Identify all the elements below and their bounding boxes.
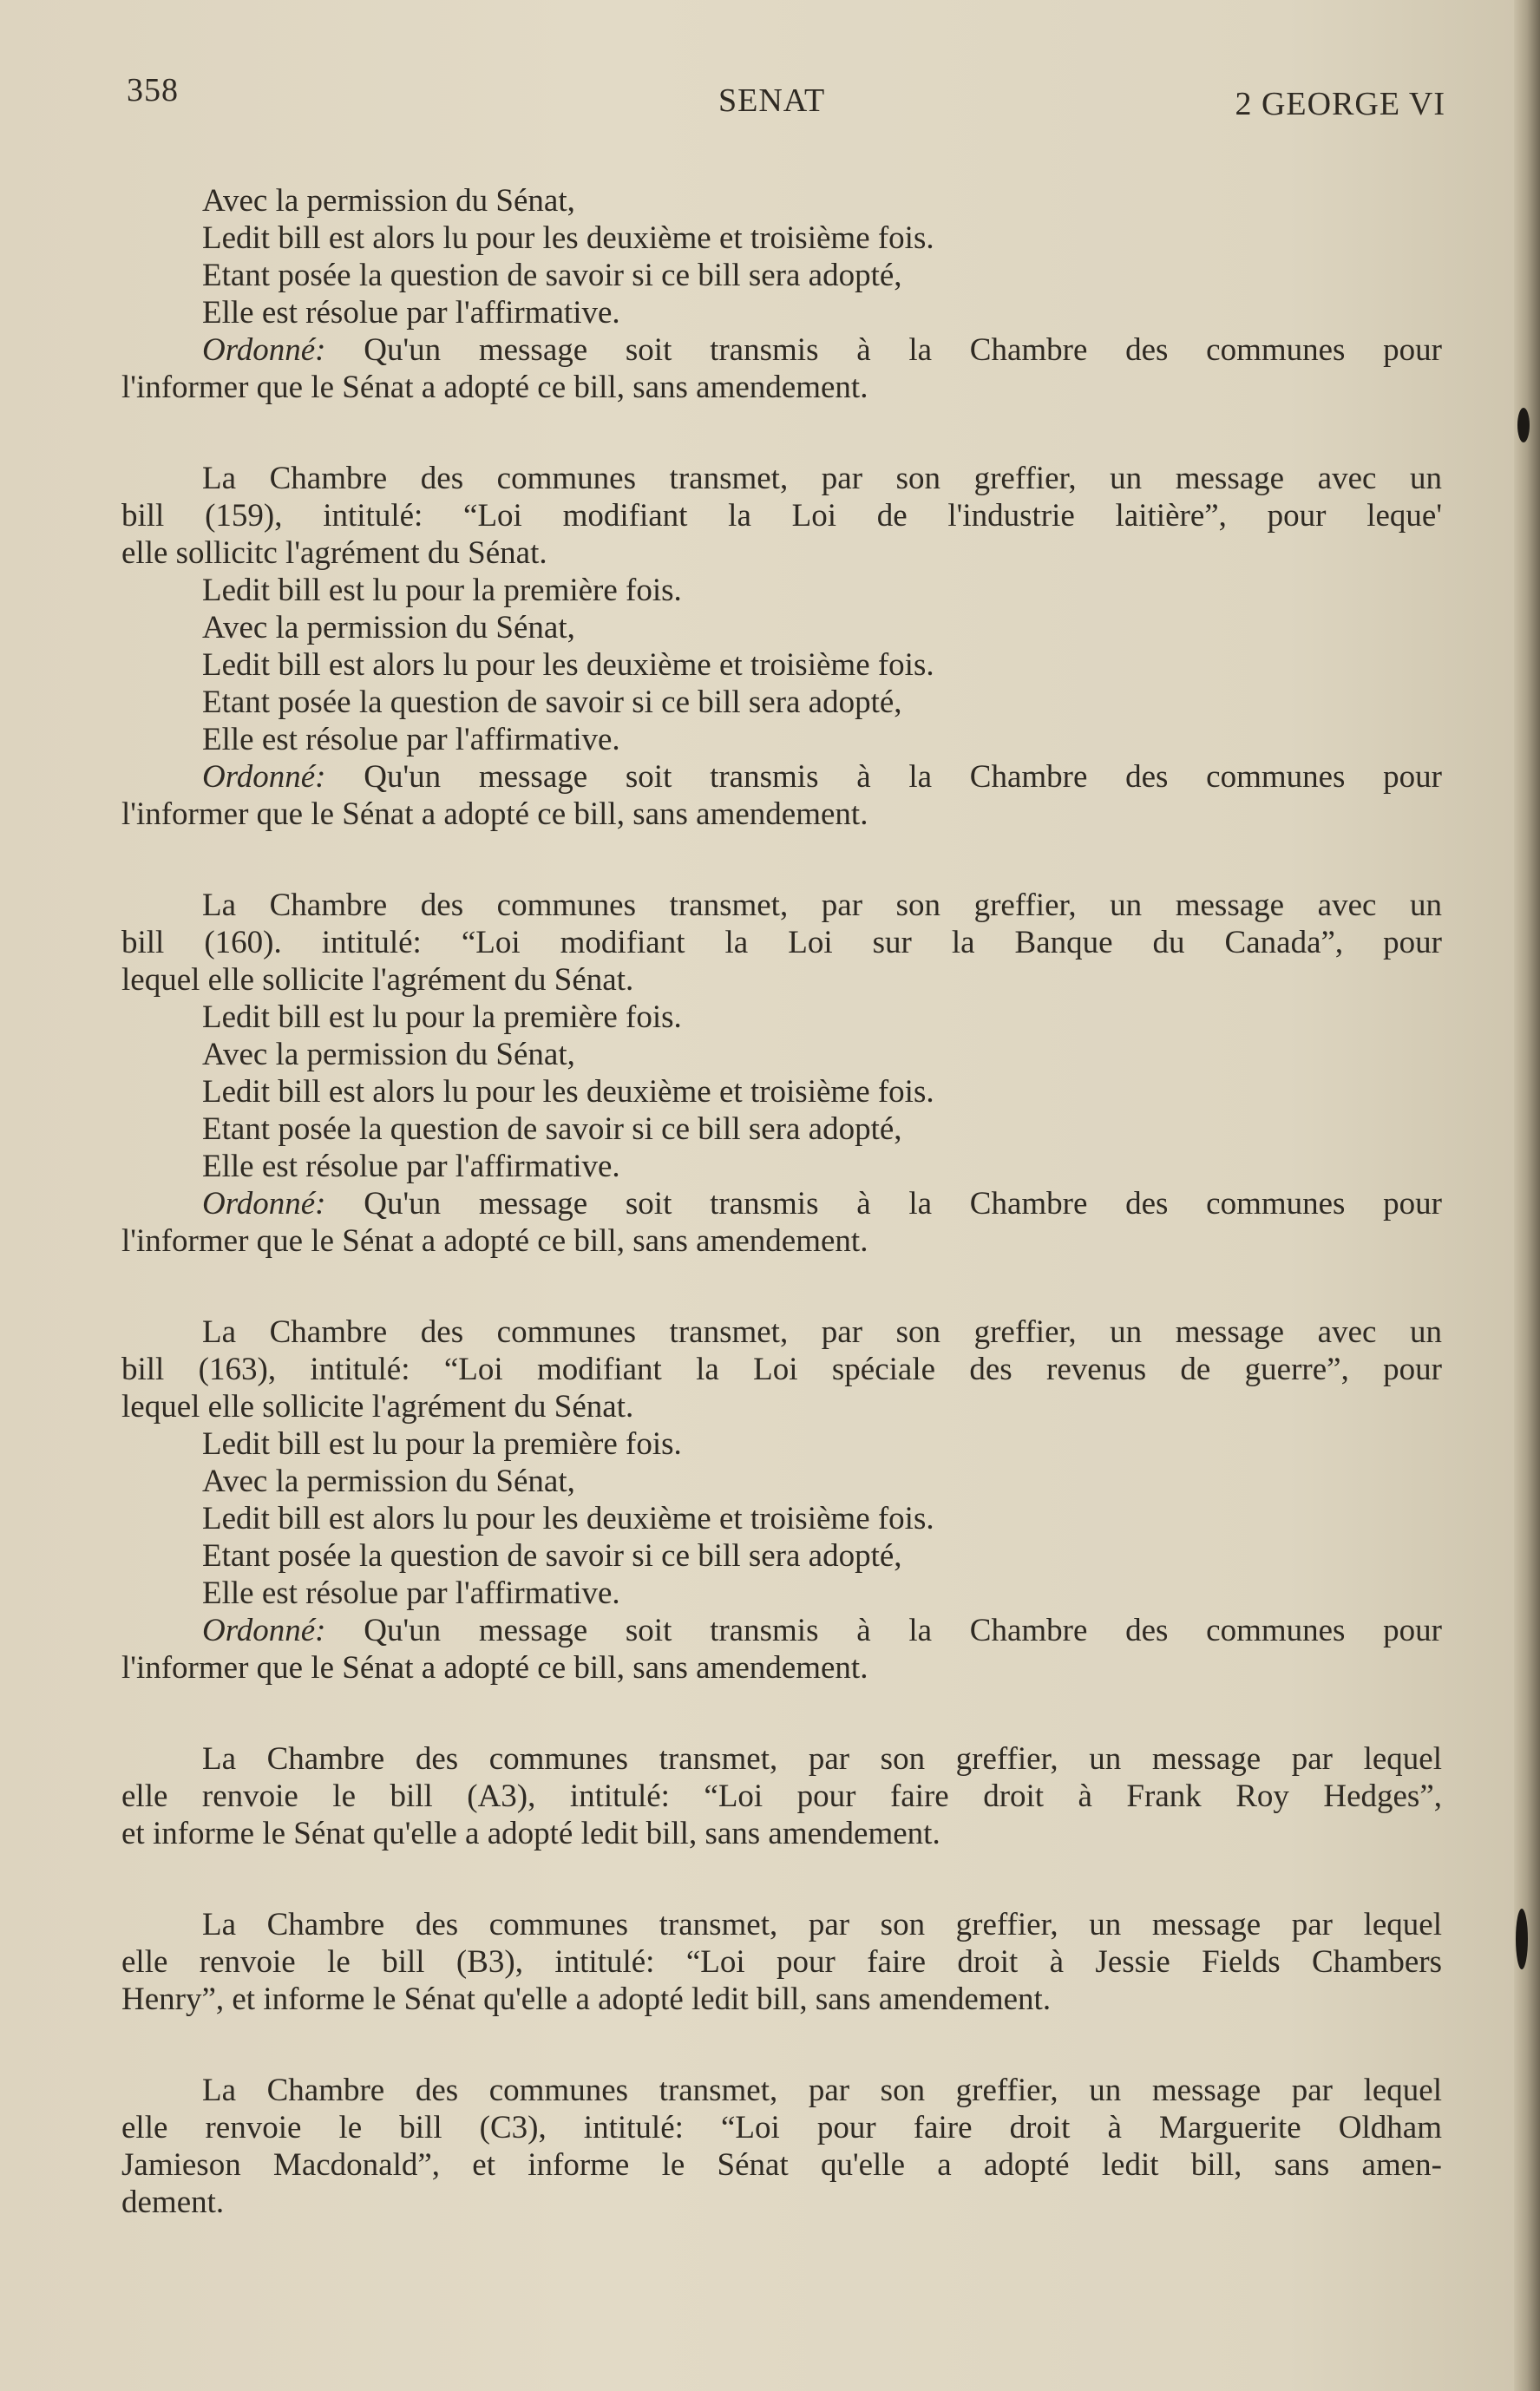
text-line: Ledit bill est alors lu pour les deuxième et troisième fois.	[202, 220, 934, 256]
text-line: Ledit bill est lu pour la première fois.	[202, 573, 682, 608]
message-line: elle sollicitc l'agrément du Sénat.	[121, 535, 547, 571]
message-line: elle renvoie le bill (B3), intitulé: “Loi pour faire droit à Jessie Fields Chambers	[121, 1944, 1442, 1980]
text-line: Ledit bill est lu pour la première fois.	[202, 1426, 682, 1462]
text-line: Etant posée la question de savoir si ce bill sera adopté,	[202, 258, 902, 293]
running-regnal-year: 2 GEORGE VI	[1235, 86, 1445, 122]
proceedings-block	[121, 1740, 1442, 1852]
message-line: lequel elle sollicite l'agrément du Sénat.	[121, 962, 634, 998]
text-line: Avec la permission du Sénat,	[202, 183, 575, 219]
binding-hole	[1517, 408, 1530, 442]
ordonne-label: Ordonné:	[202, 759, 326, 795]
message-line: La Chambre des communes transmet, par son greffier, un message avec un	[202, 1314, 1442, 1350]
ordonne-line	[121, 1612, 1442, 1649]
text-line: Ledit bill est alors lu pour les deuxième et troisième fois.	[202, 1074, 934, 1110]
ordonne-text: Qu'un message soit transmis à la Chambre des communes pour	[325, 1186, 1442, 1222]
text-line: Etant posée la question de savoir si ce bill sera adopté,	[202, 1111, 902, 1147]
page-body	[121, 182, 1442, 2275]
message-line: bill (163), intitulé: “Loi modifiant la Loi spéciale des revenus de guerre”, pour	[121, 1352, 1442, 1387]
proceedings-block	[121, 2072, 1442, 2221]
text-line: Avec la permission du Sénat,	[202, 1037, 575, 1072]
ordonne-label: Ordonné:	[202, 332, 326, 368]
text-line: Avec la permission du Sénat,	[202, 1464, 575, 1499]
text-line: Etant posée la question de savoir si ce bill sera adopté,	[202, 685, 902, 720]
text-line: Ledit bill est alors lu pour les deuxième et troisième fois.	[202, 647, 934, 683]
page-binding-edge	[1514, 0, 1540, 2391]
text-line: Etant posée la question de savoir si ce bill sera adopté,	[202, 1538, 902, 1574]
ordonne-text: Qu'un message soit transmis à la Chambre des communes pour	[325, 332, 1442, 368]
ordonne-label: Ordonné:	[202, 1613, 326, 1648]
ordonne-label: Ordonné:	[202, 1186, 326, 1222]
text-line: Elle est résolue par l'affirmative.	[202, 1149, 620, 1184]
proceedings-block	[121, 1906, 1442, 2018]
proceedings-block	[121, 1313, 1442, 1687]
proceedings-block	[121, 182, 1442, 406]
text-line: Ledit bill est alors lu pour les deuxième et troisième fois.	[202, 1501, 934, 1536]
message-line: bill (159), intitulé: “Loi modifiant la Loi de l'industrie laitière”, pour leque'	[121, 498, 1442, 534]
message-line: lequel elle sollicite l'agrément du Sénat.	[121, 1389, 634, 1425]
text-line: l'informer que le Sénat a adopté ce bill, sans amendement.	[121, 796, 868, 832]
text-line: l'informer que le Sénat a adopté ce bill, sans amendement.	[121, 370, 868, 405]
ordonne-line	[121, 758, 1442, 796]
ordonne-text: Qu'un message soit transmis à la Chambre des communes pour	[325, 1613, 1442, 1648]
message-line: La Chambre des communes transmet, par son greffier, un message avec un	[202, 461, 1442, 496]
message-line: dement.	[121, 2185, 225, 2220]
text-line: Elle est résolue par l'affirmative.	[202, 295, 620, 331]
message-line: La Chambre des communes transmet, par son greffier, un message par lequel	[202, 2073, 1442, 2108]
proceedings-block	[121, 887, 1442, 1260]
page-header	[127, 71, 1445, 132]
text-line: Elle est résolue par l'affirmative.	[202, 1575, 620, 1611]
text-line: l'informer que le Sénat a adopté ce bill, sans amendement.	[121, 1650, 868, 1686]
message-line: elle renvoie le bill (C3), intitulé: “Loi pour faire droit à Marguerite Oldham	[121, 2110, 1442, 2145]
ordonne-line	[121, 1185, 1442, 1222]
binding-hole	[1516, 1909, 1528, 1969]
text-line: l'informer que le Sénat a adopté ce bill, sans amendement.	[121, 1223, 868, 1259]
message-line: La Chambre des communes transmet, par son greffier, un message par lequel	[202, 1907, 1442, 1942]
running-title: SENAT	[718, 82, 826, 119]
proceedings-block	[121, 460, 1442, 833]
ordonne-text: Qu'un message soit transmis à la Chambre des communes pour	[325, 759, 1442, 795]
message-line: elle renvoie le bill (A3), intitulé: “Loi pour faire droit à Frank Roy Hedges”,	[121, 1779, 1442, 1814]
message-line: et informe le Sénat qu'elle a adopté ledit bill, sans amendement.	[121, 1816, 940, 1851]
message-line: bill (160). intitulé: “Loi modifiant la Loi sur la Banque du Canada”, pour	[121, 925, 1442, 960]
message-line: La Chambre des communes transmet, par son greffier, un message avec un	[202, 888, 1442, 923]
message-line: Henry”, et informe le Sénat qu'elle a adopté ledit bill, sans amendement.	[121, 1982, 1052, 2017]
text-line: Avec la permission du Sénat,	[202, 610, 575, 645]
page-number: 358	[127, 72, 179, 108]
message-line: La Chambre des communes transmet, par son greffier, un message par lequel	[202, 1741, 1442, 1777]
text-line: Ledit bill est lu pour la première fois.	[202, 999, 682, 1035]
ordonne-line	[121, 331, 1442, 369]
message-line: Jamieson Macdonald”, et informe le Sénat qu'elle a adopté ledit bill, sans amen-	[121, 2147, 1442, 2183]
text-line: Elle est résolue par l'affirmative.	[202, 722, 620, 757]
